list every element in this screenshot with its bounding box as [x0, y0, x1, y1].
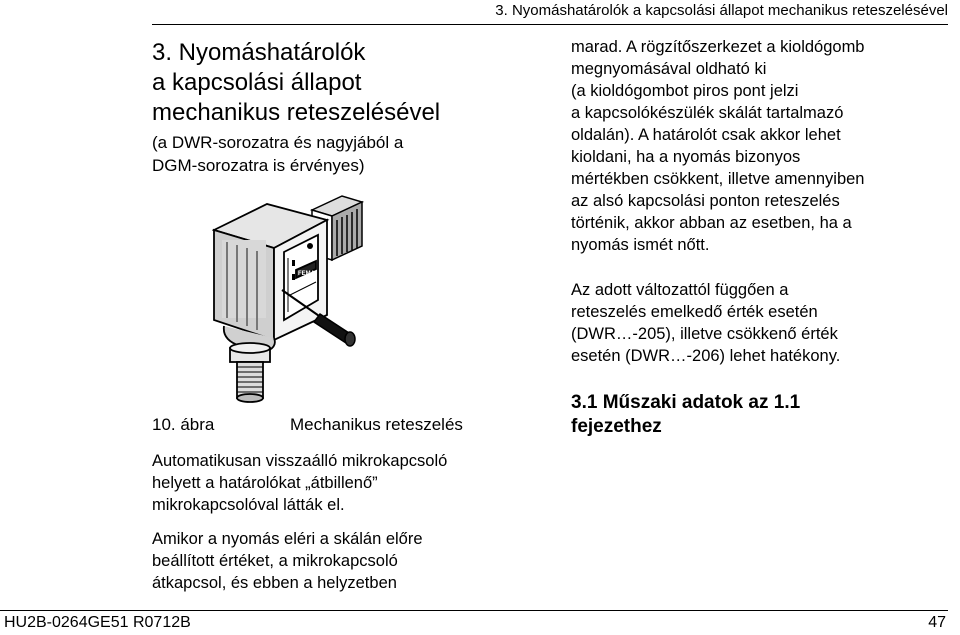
text-line: marad. A rögzítőszerkezet a kioldógomb — [571, 38, 865, 56]
right-paragraph — [571, 36, 865, 256]
housing — [214, 204, 327, 340]
text-line: (a kioldógombot piros pont jelzi — [571, 82, 799, 100]
section-title-line: 3. Nyomáshatárolók — [152, 39, 366, 66]
figure-caption-text: Mechanikus reteszelés — [290, 415, 463, 434]
subsection-heading-line: 3.1 Műszaki adatok az 1.1 — [571, 392, 801, 413]
text-line: megnyomásával oldható ki — [571, 60, 767, 78]
figure-caption-number: 10. ábra — [152, 415, 215, 434]
text-line: (DWR…-205), illetve csökkenő érték — [571, 325, 838, 343]
device-brand-label: FEMA — [298, 271, 315, 277]
footer-doc-code: HU2B-0264GE51 R0712B — [4, 614, 191, 631]
text-line: beállított értéket, a mikrokapcsoló — [152, 552, 398, 570]
text-line: oldalán). A határolót csak akkor lehet — [571, 126, 841, 144]
right-paragraph — [571, 279, 840, 367]
left-paragraph — [152, 528, 423, 594]
section-title-line: mechanikus reteszelésével — [152, 99, 441, 126]
subsection-heading-line: fejezethez — [571, 416, 662, 437]
text-line: esetén (DWR…-206) lehet hatékony. — [571, 347, 841, 365]
running-header: 3. Nyomáshatárolók a kapcsolási állapot mechanikus reteszelésével — [495, 2, 948, 19]
left-paragraph — [152, 450, 447, 516]
text-line: Automatikusan visszaálló mikrokapcsoló — [152, 452, 448, 470]
text-line: az alsó kapcsolási ponton reteszelés — [571, 192, 840, 210]
page-number: 47 — [928, 614, 946, 631]
subsection-heading — [571, 391, 800, 439]
pressure-connection — [224, 326, 275, 402]
text-line: helyett a határolókat „átbillenő” — [152, 474, 378, 492]
text-line: a kapcsolókészülék skálát tartalmazó — [571, 104, 844, 122]
section-note-line: DGM-sorozatra is érvényes) — [152, 156, 365, 175]
text-line: mikrokapcsolóval látták el. — [152, 496, 345, 514]
section-note-line: (a DWR-sorozatra és nagyjából a — [152, 133, 404, 152]
text-line: mértékben csökkent, illetve amennyiben — [571, 170, 865, 188]
section-title — [152, 38, 440, 128]
section-title-line: a kapcsolási állapot — [152, 69, 362, 96]
pressure-limiter-illustration — [212, 190, 387, 405]
header-rule — [152, 24, 948, 25]
text-line: reteszelés emelkedő érték esetén — [571, 303, 818, 321]
footer-rule — [0, 610, 948, 611]
text-line: kioldani, ha a nyomás bizonyos — [571, 148, 801, 166]
text-line: Az adott változattól függően a — [571, 281, 789, 299]
text-line: nyomás ismét nőtt. — [571, 236, 710, 254]
text-line: történik, akkor abban az esetben, ha a — [571, 214, 852, 232]
text-line: Amikor a nyomás eléri a skálán előre — [152, 530, 423, 548]
text-line: átkapcsol, és ebben a helyzetben — [152, 574, 397, 592]
section-note — [152, 131, 403, 177]
